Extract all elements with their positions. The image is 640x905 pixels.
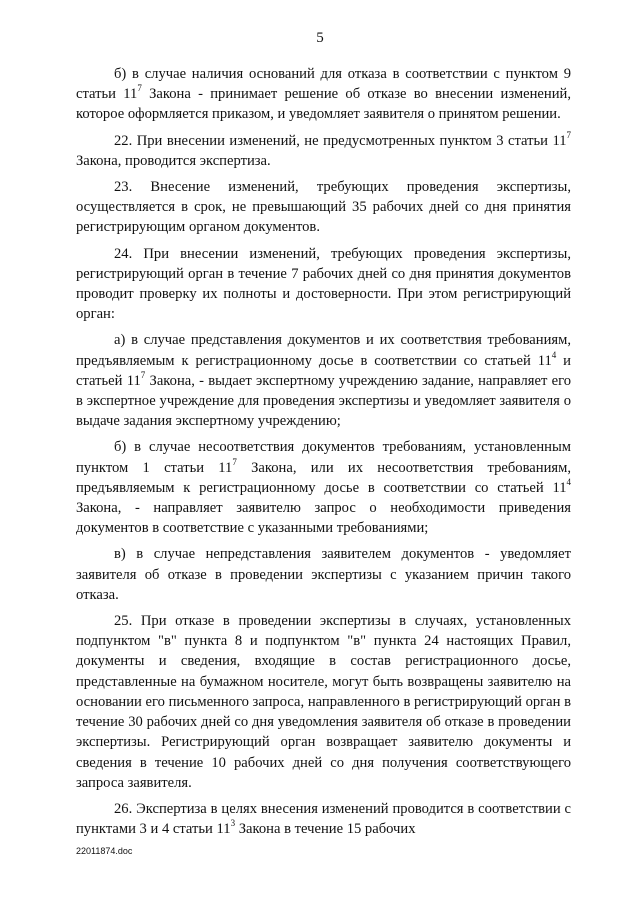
paragraph-text: Закона, или их несоответствия требованиям, предъявляемым к регистрационному досье в соответствии со статьей 11: [76, 459, 571, 496]
paragraph-text: Закона, проводится экспертиза.: [76, 152, 271, 169]
paragraph-text: б) в случае наличия оснований для отказа в соответствии с пунктом 9 статьи 11: [76, 66, 571, 103]
paragraph-text: а) в случае представления документов и их соответствия требованиям, предъявляемым к регистрационному досье в соответствии со статьей 11: [76, 332, 571, 369]
paragraph-item-26: [76, 799, 571, 839]
superscript: 3: [230, 818, 236, 829]
paragraph-item-24-v: [76, 544, 571, 605]
paragraph-item-24: [76, 244, 571, 325]
paragraph-item-b-refusal: [76, 64, 571, 125]
footer-filename: 22011874.doc: [76, 846, 133, 856]
paragraph-text: Закона, - направляет заявителю запрос о необходимости приведения документов в соответствие с указанными требованиями;: [76, 500, 571, 537]
paragraph-text: в) в случае непредставления заявителем документов - уведомляет заявителя об отказе в проведении экспертизы с указанием причин такого отказа.: [76, 546, 571, 603]
superscript: 7: [140, 369, 146, 380]
paragraph-item-24-b: [76, 437, 571, 538]
superscript: 4: [566, 477, 571, 487]
paragraph-text: 25. При отказе в проведении экспертизы в случаях, установленных подпунктом "в" пункта 8 и подпунктом "в" пункта 24 настоящих Правил, документы и сведения, входящие в состав регистрационного досье, представленные на бумажном носителе, могут быть возвращены заявителю на основании его письменного запроса, направленного в регистрирующий орган в течение 30 рабочих дней со дня уведомления заявителя об отказе в проведении экспертизы. Регистрирующий орган возвращает заявителю документы и сведения в течение 10 рабочих дней со дня получения соответствующего запроса заявителя.: [76, 613, 571, 791]
document-body: [76, 64, 571, 839]
paragraph-text: Закона - принимает решение об отказе во внесении изменений, которое оформляется приказом, и уведомляет заявителя о принятом решении.: [76, 86, 571, 123]
paragraph-text: 24. При внесении изменений, требующих проведения экспертизы, регистрирующий орган в течение 7 рабочих дней со дня принятия документов проводит проверку их полноты и достоверности. При этом регистрирующий орган:: [76, 245, 571, 323]
paragraph-text: и статьей 11: [76, 352, 571, 389]
paragraph-text: Закона, - выдает экспертному учреждению задание, направляет его в экспертное учреждение для проведения экспертизы и уведомляет заявителя о выдаче задания экспертному учреждению;: [76, 372, 572, 430]
paragraph-item-22: [76, 131, 571, 171]
paragraph-item-23: [76, 177, 571, 238]
paragraph-text: 23. Внесение изменений, требующих проведения экспертизы, осуществляется в срок, не превышающий 35 рабочих дней со дня принятия регистрирующим органом документов.: [76, 179, 571, 236]
paragraph-text: б) в случае несоответствия документов требованиям, установленным пунктом 1 статьи 11: [76, 439, 571, 476]
paragraph-text: Закона в течение 15 рабочих: [235, 821, 416, 838]
superscript: 7: [232, 456, 237, 467]
paragraph-item-24-a: [76, 330, 571, 431]
page-number: 5: [316, 30, 324, 46]
superscript: 4: [551, 349, 557, 360]
superscript: 7: [566, 129, 571, 140]
paragraph-item-25: [76, 611, 571, 793]
superscript: 7: [137, 83, 142, 94]
paragraph-text: 22. При внесении изменений, не предусмотренных пунктом 3 статьи 11: [114, 132, 567, 149]
paragraph-text: 26. Экспертиза в целях внесения изменений проводится в соответствии с пунктами 3 и 4 статьи 11: [76, 800, 571, 838]
